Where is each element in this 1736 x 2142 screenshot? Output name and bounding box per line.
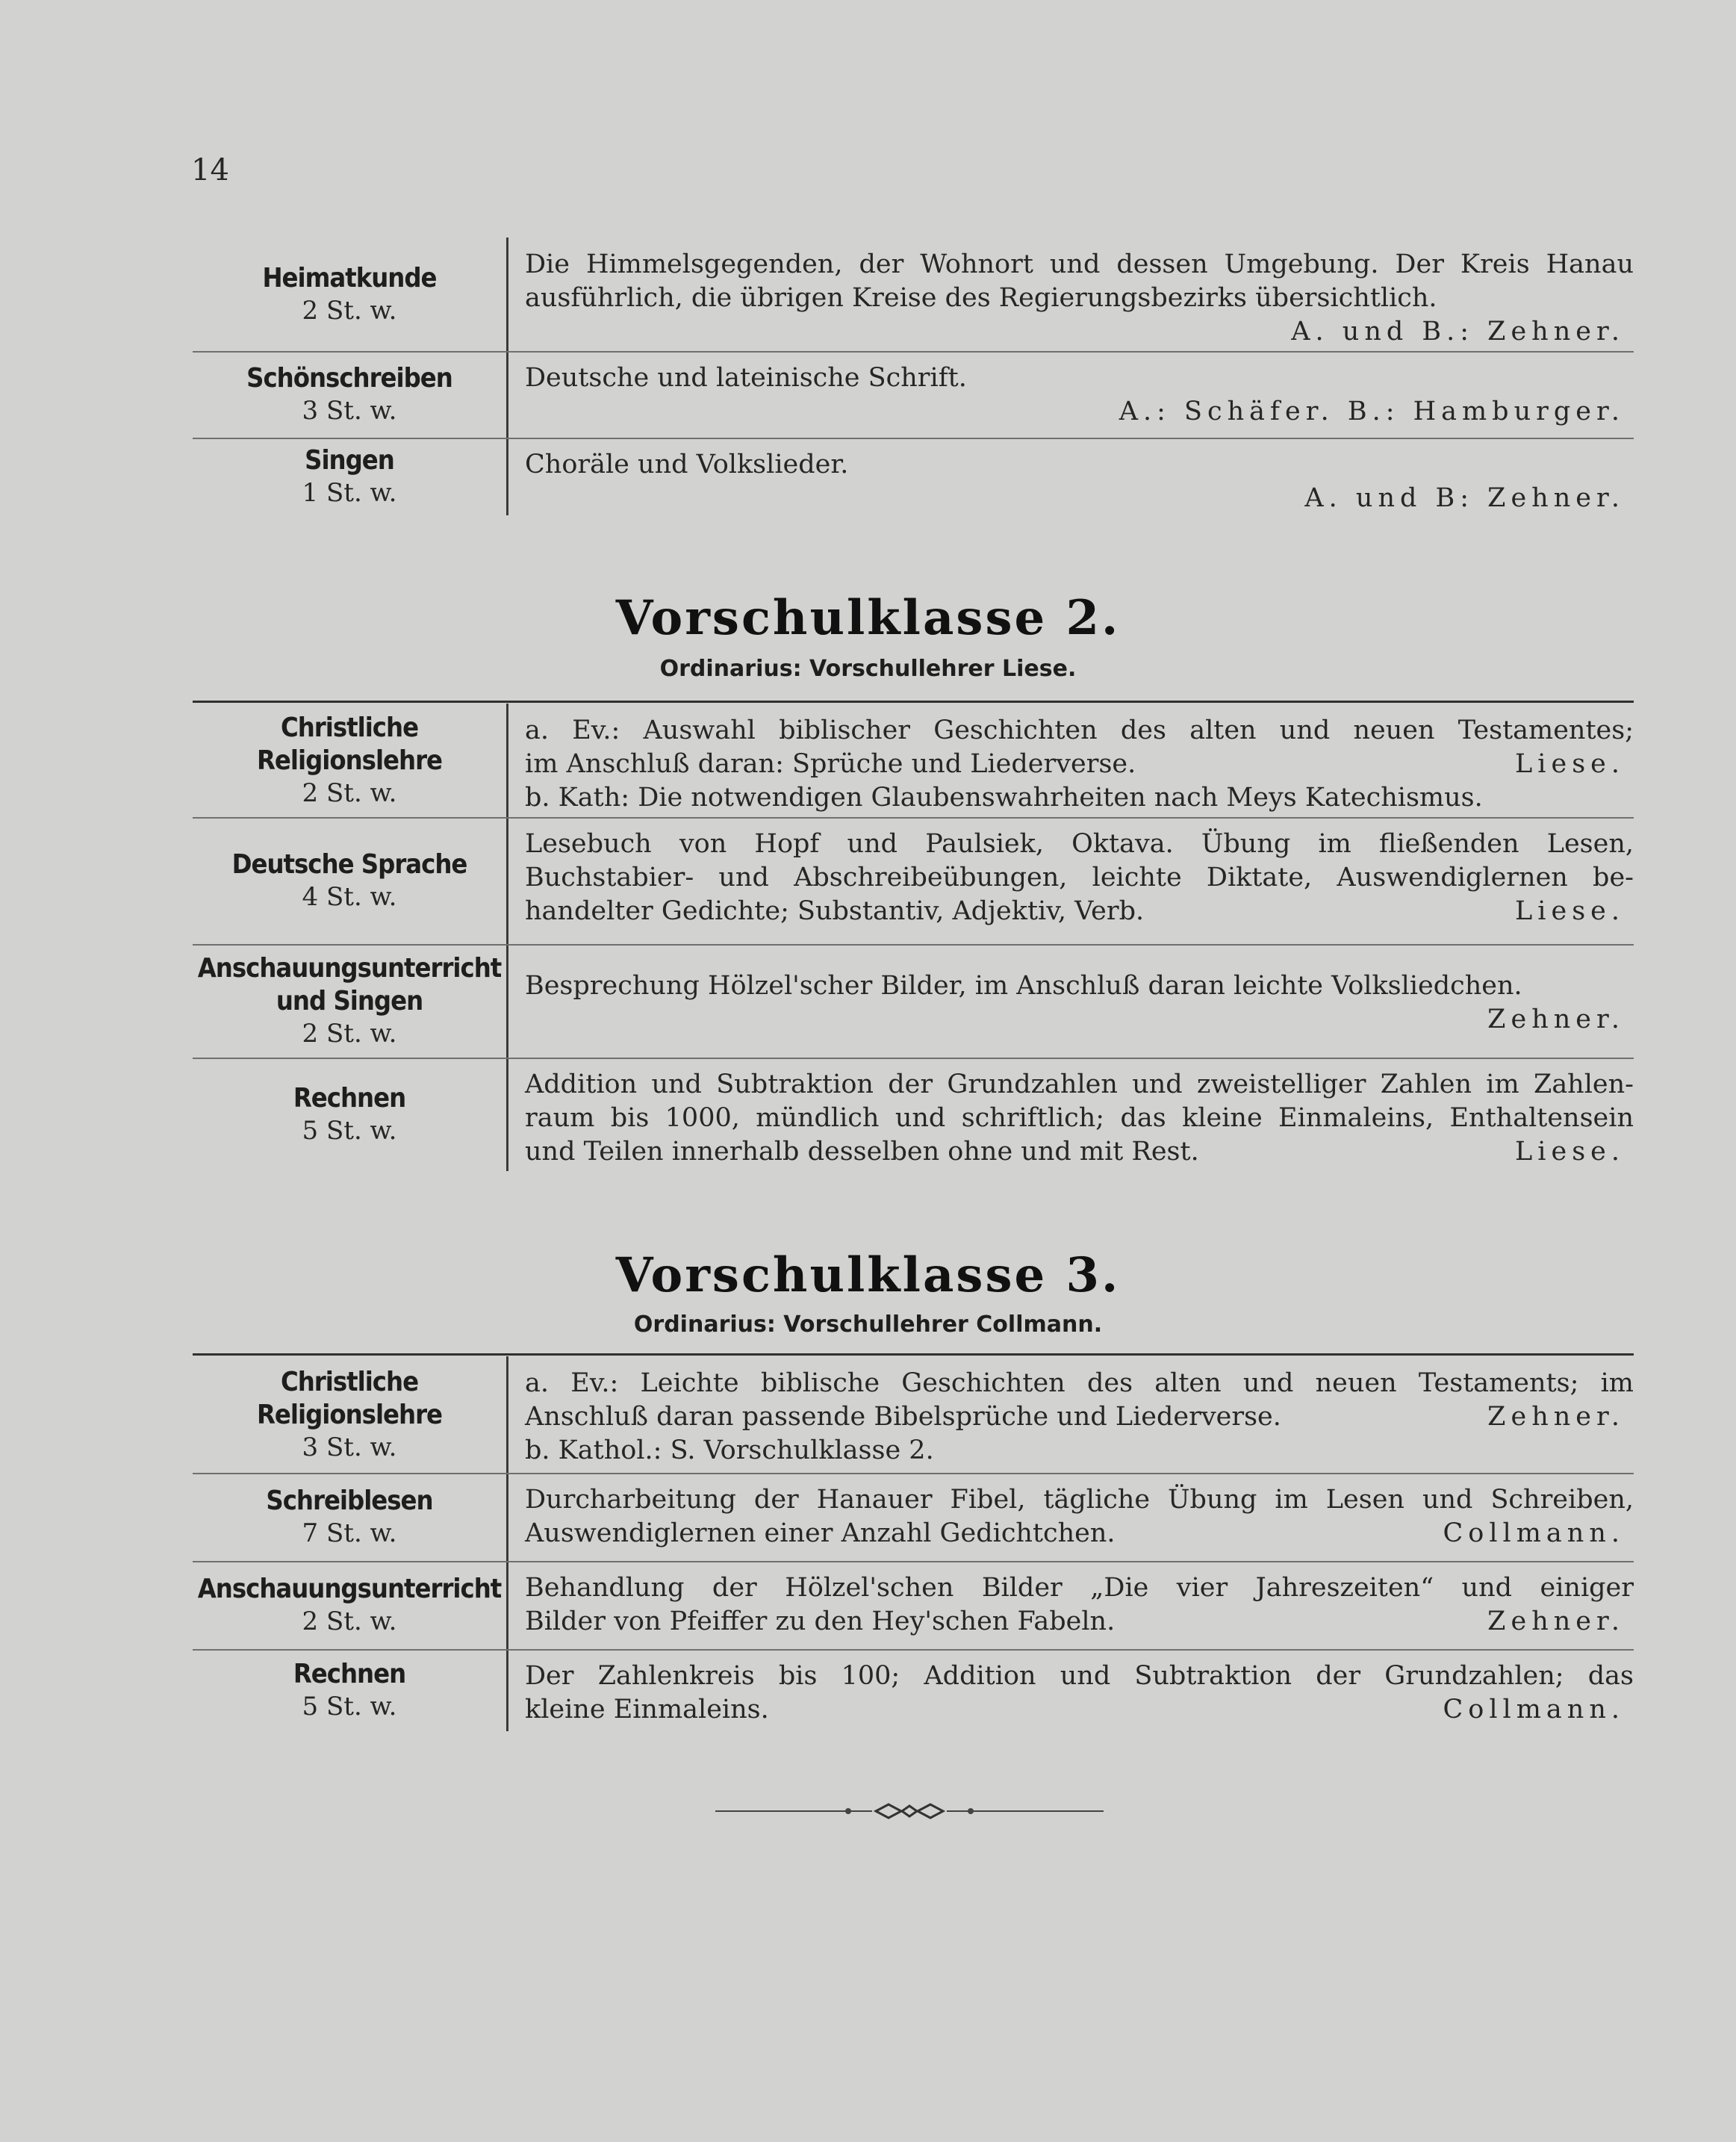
subject-name: Rechnen bbox=[293, 1083, 406, 1114]
teacher-name: Zehner. bbox=[1487, 1402, 1625, 1432]
teacher-name: A.: Schäfer. B.: Hamburger. bbox=[1119, 397, 1625, 426]
section-3-table bbox=[193, 1356, 1634, 1731]
section-ordinarius: Ordinarius: Vorschullehrer Liese. bbox=[659, 656, 1077, 682]
section-title: Vorschulklasse 3. bbox=[615, 1247, 1121, 1303]
row-content: a. Ev.: Auswahl biblischer Geschichten des alten und neuen Testamentes; im Anschluß daran: Sprüche und Liederverse. Liese. b. Kath: Die notwendigen Glaubenswahrheiten nach Meys Katechismus. bbox=[525, 715, 1634, 813]
row-content: Deutsche und lateinische Schrift. A.: Schäfer. B.: Hamburger. bbox=[525, 351, 1634, 438]
table-row bbox=[193, 704, 1634, 817]
subject-name-line-2: und Singen bbox=[276, 986, 423, 1016]
table-row bbox=[193, 1473, 1634, 1561]
column-divider bbox=[506, 351, 508, 438]
row-content: Addition und Subtraktion der Grundzahlen und zweistelliger Zahlen im Zahlen- raum bis 1000, mündlich und schriftlich; das kleine Einmaleins, Enthaltensein und Teilen innerhalb desselben ohne und mit Rest. Liese. bbox=[525, 1058, 1634, 1171]
subject-hours: 2 St. w. bbox=[302, 1606, 397, 1636]
column-divider bbox=[506, 1649, 508, 1731]
subject-hours: 4 St. w. bbox=[302, 882, 397, 912]
table-row bbox=[193, 1058, 1634, 1171]
section-ordinarius: Ordinarius: Vorschullehrer Collmann. bbox=[633, 1311, 1103, 1338]
row-content: Choräle und Volkslieder. A. und B: Zehner. bbox=[525, 438, 1634, 515]
section-rule bbox=[193, 1353, 1634, 1356]
subject-name: Anschauungsunterricht bbox=[197, 1574, 502, 1604]
subject-hours: 3 St. w. bbox=[302, 1432, 397, 1462]
column-divider bbox=[506, 1058, 508, 1171]
subject-name: Deutsche Sprache bbox=[231, 849, 467, 880]
subject-hours: 5 St. w. bbox=[302, 1116, 397, 1146]
subject-hours: 2 St. w. bbox=[302, 296, 397, 326]
teacher-name: Collmann. bbox=[1443, 1695, 1625, 1725]
table-row bbox=[193, 351, 1634, 438]
subject-name: Heimatkunde bbox=[262, 263, 437, 294]
table-row bbox=[193, 1649, 1634, 1731]
section-1-table bbox=[193, 238, 1634, 515]
table-row bbox=[193, 1561, 1634, 1649]
teacher-name: Zehner. bbox=[1487, 1606, 1625, 1636]
row-content: Durcharbeitung der Hanauer Fibel, tägliche Übung im Lesen und Schreiben, Auswendiglernen einer Anzahl Gedichtchen. Collmann. bbox=[525, 1473, 1634, 1561]
teacher-name: Zehner. bbox=[1487, 1005, 1625, 1034]
subject-hours: 2 St. w. bbox=[302, 1019, 397, 1049]
table-row bbox=[193, 438, 1634, 515]
subject-name: Singen bbox=[305, 445, 394, 476]
subject-name: Schreiblesen bbox=[266, 1486, 433, 1516]
row-content: Behandlung der Hölzel'schen Bilder „Die vier Jahreszeiten“ und einiger Bilder von Pfeiffer zu den Hey'schen Fabeln. Zehner. bbox=[525, 1561, 1634, 1649]
column-divider bbox=[506, 238, 508, 351]
row-content: a. Ev.: Leichte biblische Geschichten des alten und neuen Testaments; im Anschluß daran passende Bibelsprüche und Liederverse. Zehner. b. Kathol.: S. Vorschulklasse 2. bbox=[525, 1368, 1634, 1465]
row-content: Die Himmelsgegenden, der Wohnort und dessen Umgebung. Der Kreis Hanau ausführlich, die übrigen Kreise des Regierungsbezirks übersichtlich. A. und B.: Zehner. bbox=[525, 238, 1634, 351]
subject-name: Anschauungsunterricht bbox=[197, 953, 502, 984]
teacher-name: A. und B: Zehner. bbox=[1304, 483, 1625, 513]
row-content: Lesebuch von Hopf und Paulsiek, Oktava. Übung im fließenden Lesen, Buchstabier- und Abschreibeübungen, leichte Diktate, Auswendiglernen be- handelter Gedichte; Substantiv, Adjektiv, Verb. Liese. bbox=[525, 817, 1634, 944]
table-row bbox=[193, 944, 1634, 1058]
table-row bbox=[193, 238, 1634, 351]
closing-ornament bbox=[715, 1800, 1104, 1822]
table-row bbox=[193, 1356, 1634, 1473]
row-content: Der Zahlenkreis bis 100; Addition und Subtraktion der Grundzahlen; das kleine Einmaleins. Collmann. bbox=[525, 1649, 1634, 1731]
subject-hours: 7 St. w. bbox=[302, 1518, 397, 1548]
subject-hours: 3 St. w. bbox=[302, 396, 397, 426]
subject-name: Schönschreiben bbox=[246, 363, 452, 394]
column-divider bbox=[506, 817, 508, 944]
page-number: 14 bbox=[191, 153, 229, 187]
subject-name: Rechnen bbox=[293, 1659, 406, 1689]
column-divider bbox=[506, 1561, 508, 1649]
column-divider bbox=[506, 438, 508, 515]
row-content: Besprechung Hölzel'scher Bilder, im Anschluß daran leichte Volksliedchen. Zehner. bbox=[525, 944, 1634, 1058]
section-title: Vorschulklasse 2. bbox=[615, 590, 1121, 646]
column-divider bbox=[506, 944, 508, 1058]
section-rule bbox=[193, 701, 1634, 703]
teacher-name: A. und B.: Zehner. bbox=[1291, 317, 1625, 347]
subject-hours: 5 St. w. bbox=[302, 1692, 397, 1722]
column-divider bbox=[506, 704, 508, 817]
column-divider bbox=[506, 1473, 508, 1561]
section-2-table bbox=[193, 704, 1634, 1171]
teacher-name: Liese. bbox=[1515, 749, 1625, 779]
table-row bbox=[193, 817, 1634, 944]
teacher-name: Liese. bbox=[1515, 896, 1625, 926]
subject-hours: 1 St. w. bbox=[302, 478, 397, 508]
teacher-name: Liese. bbox=[1515, 1137, 1625, 1167]
teacher-name: Collmann. bbox=[1443, 1518, 1625, 1548]
subject-name: Christliche Religionslehre bbox=[256, 713, 443, 776]
column-divider bbox=[506, 1356, 508, 1473]
subject-name: Christliche Religionslehre bbox=[256, 1367, 443, 1430]
subject-hours: 2 St. w. bbox=[302, 778, 397, 808]
